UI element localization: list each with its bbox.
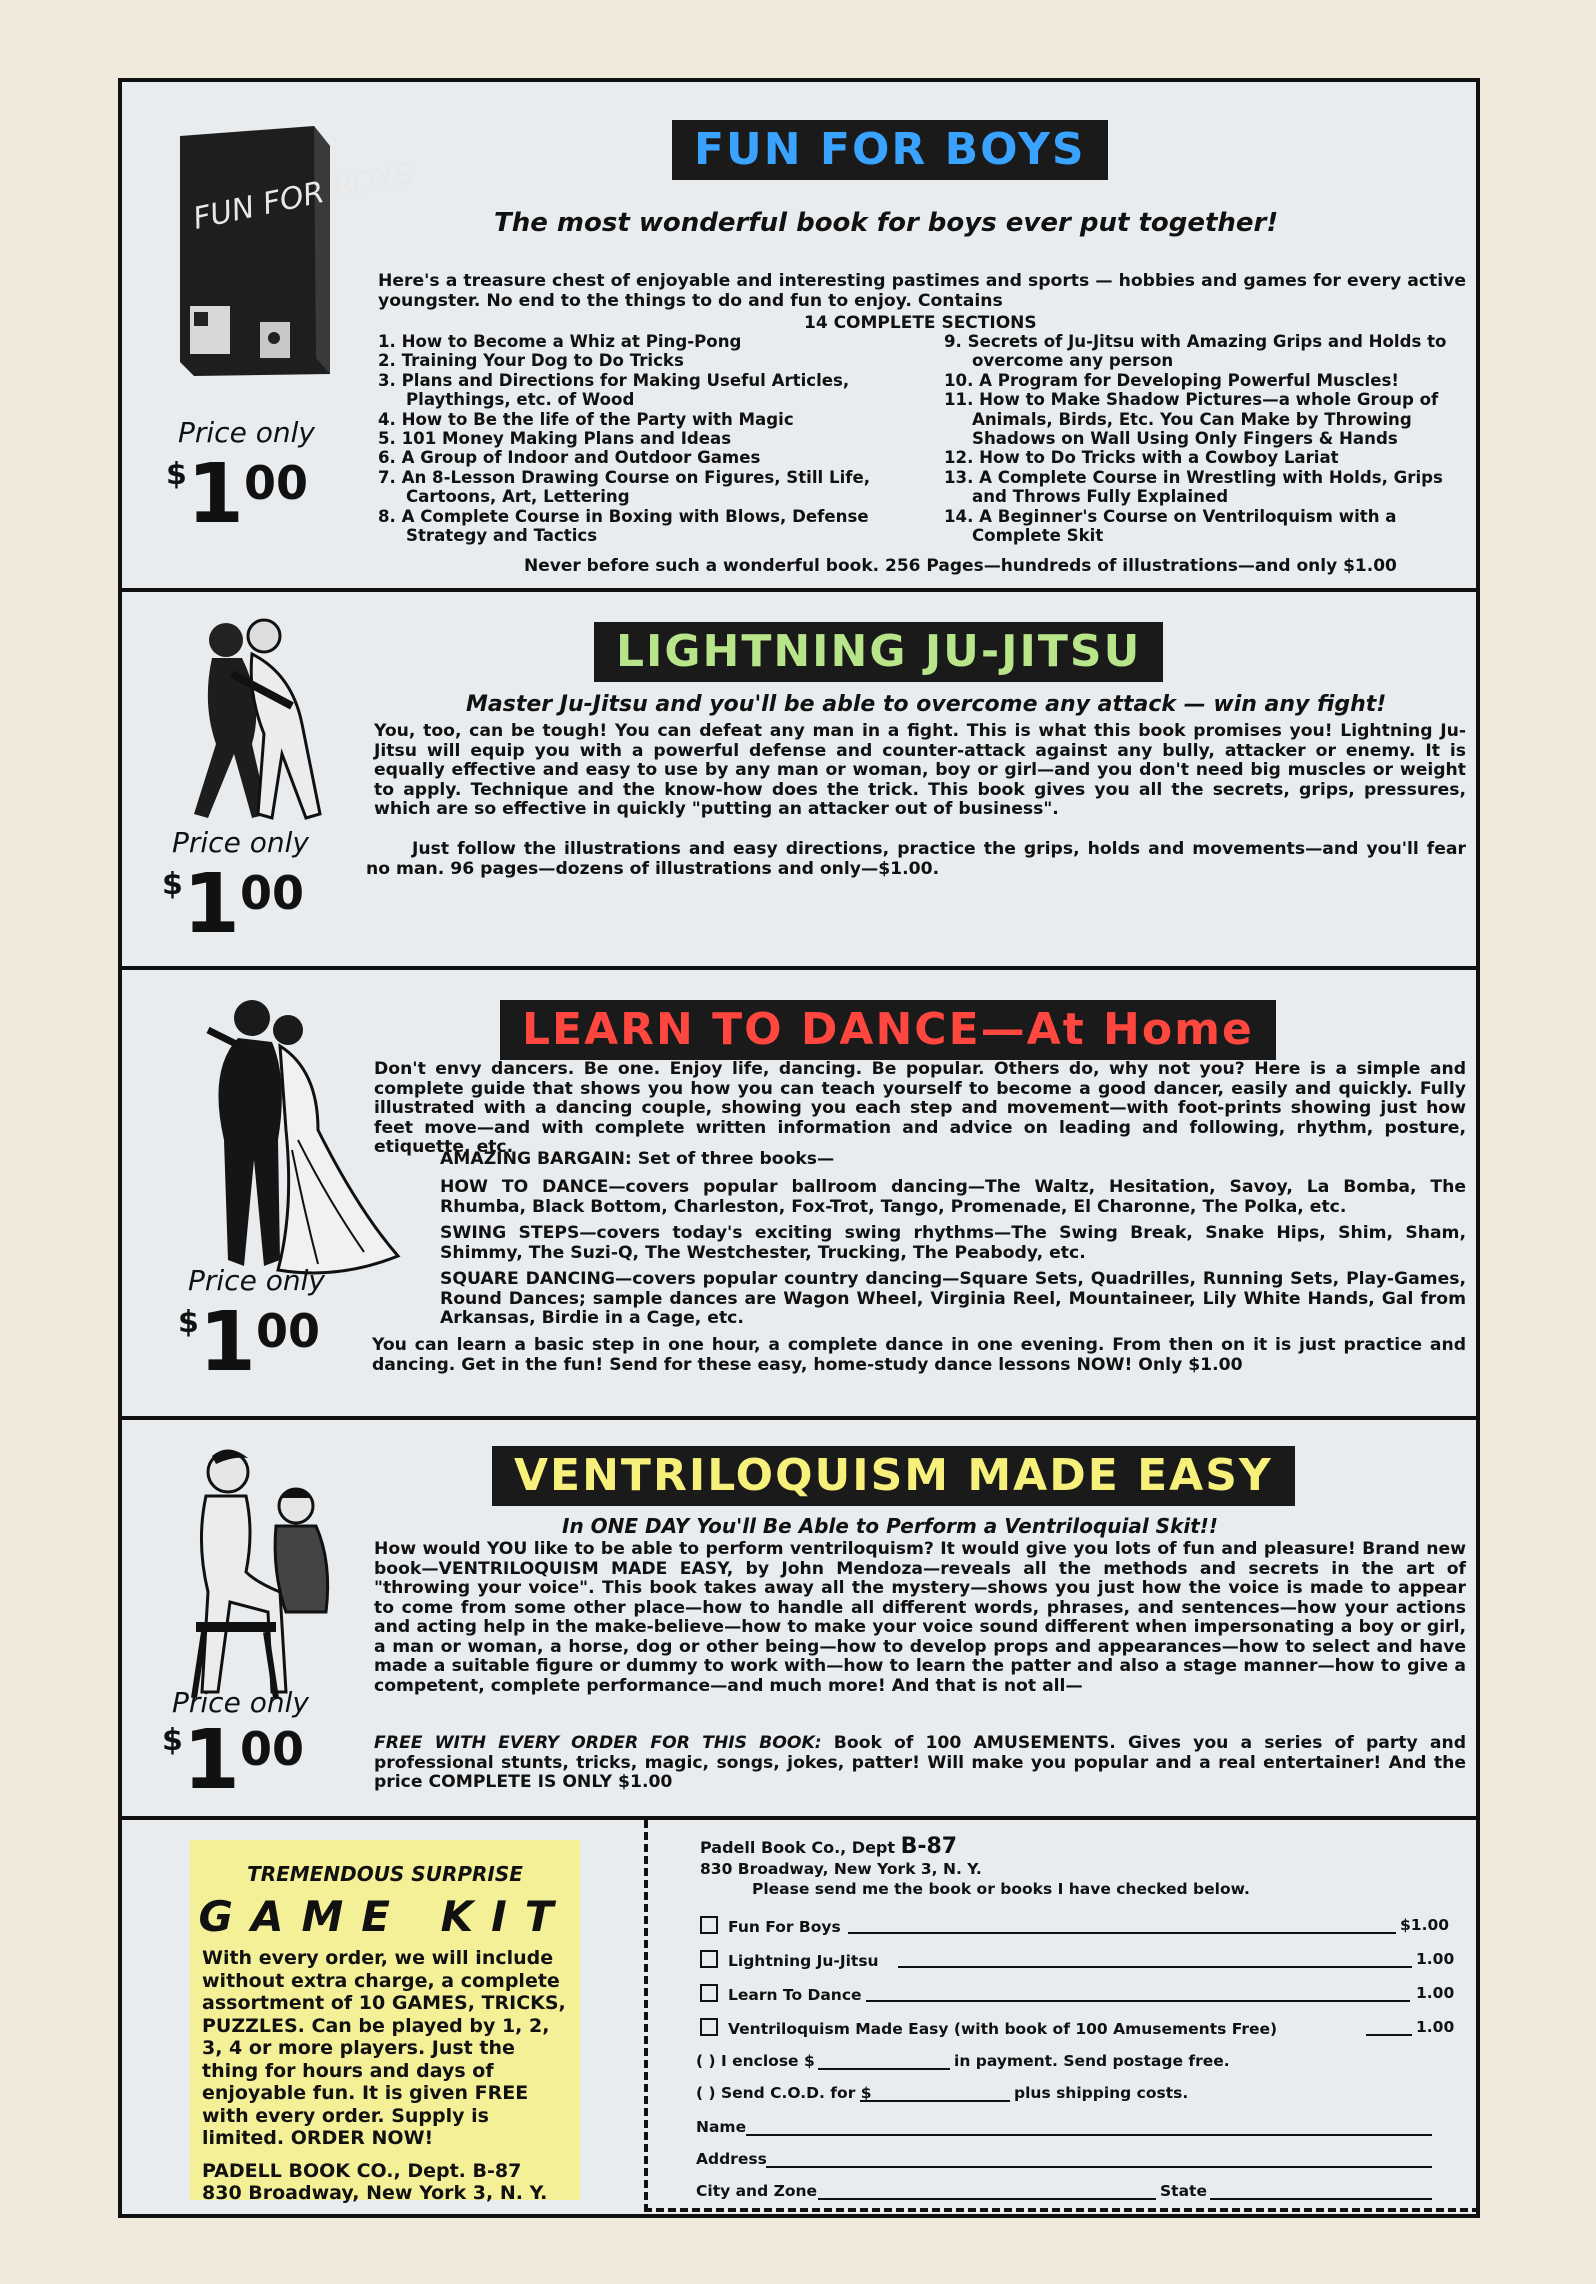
banner-fun-for-boys: FUN FOR BOYS	[672, 120, 1108, 180]
coupon-instructions: Please send me the book or books I have checked below.	[752, 1880, 1250, 1898]
list-item: 5. 101 Money Making Plans and Ideas	[378, 429, 732, 449]
price-dollar: $	[162, 867, 183, 902]
city-field[interactable]	[818, 2198, 1156, 2200]
game-kit-address-line-1: PADELL BOOK CO., Dept. B-87	[202, 2159, 522, 2182]
enclose-amount-field[interactable]	[818, 2068, 950, 2070]
section-fun-for-boys	[122, 82, 1476, 592]
book-cover-illustration	[174, 126, 417, 376]
list-item: 11. How to Make Shadow Pictures—a whole Group of Animals, Birds, Etc. You Can Make by Throwing Shadows on Wall Using Only Fingers & Hands	[944, 390, 1439, 449]
city-label: City and Zone	[696, 2182, 818, 2200]
order-item-rule	[866, 2000, 1410, 2002]
order-item-rule	[1366, 2034, 1412, 2036]
state-field[interactable]	[1210, 2198, 1432, 2200]
cod-label: ( ) Send C.O.D. for $	[696, 2084, 872, 2102]
price	[162, 857, 304, 952]
price-dollar: $	[178, 1305, 199, 1340]
cod-amount-field[interactable]	[860, 2100, 1010, 2102]
section-ju-jitsu	[122, 592, 1476, 970]
order-item-ju-jitsu[interactable]	[700, 1950, 879, 1970]
order-item-dance[interactable]	[700, 1984, 862, 2004]
game-kit-subtitle: TREMENDOUS SURPRISE	[247, 1862, 523, 1886]
price-dollar: $	[166, 457, 187, 492]
ad-page	[118, 78, 1480, 2218]
game-kit-address-line-2: 830 Broadway, New York 3, N. Y.	[202, 2182, 548, 2204]
free-offer	[374, 1734, 1466, 1793]
enclose-label: ( ) I enclose $	[696, 2052, 815, 2070]
price-label: Price only	[172, 1686, 309, 1719]
price	[178, 1295, 320, 1390]
cod-suffix: plus shipping costs.	[1014, 2084, 1189, 2102]
order-item-label: Lightning Ju-Jitsu	[728, 1952, 879, 1970]
order-item-ventriloquism[interactable]	[700, 2018, 1277, 2038]
price-whole: 1	[198, 1295, 256, 1390]
list-item: 1. How to Become a Whiz at Ping-Pong	[378, 332, 742, 351]
list-item: 12. How to Do Tricks with a Cowboy Lariat	[944, 448, 1339, 468]
list-item: 14. A Beginner's Course on Ventriloquism with a Complete Skit	[944, 506, 1397, 546]
free-offer-text: Book of 100 AMUSEMENTS. Gives you a series of party and professional stunts, tricks, magic, songs, jokes, patter! Will make you popular and a real entertainer! And the price COMPLETE IS ONLY $1.00	[374, 1733, 1467, 1792]
game-kit-body: With every order, we will include without extra charge, a complete assortment of 10 GAMES, TRICKS, PUZZLES. Can be played by 1, 2, 3, 4 or more players. Just the thing for hours and days of enjoyable fun. It is given FREE with every order. Supply is limited. ORDER NOW!	[202, 1947, 566, 2149]
banner-ventriloquism: VENTRILOQUISM MADE EASY	[492, 1446, 1295, 1506]
bargain-text: AMAZING BARGAIN: Set of three books—	[440, 1149, 835, 1169]
section-ventriloquism	[122, 1420, 1476, 1820]
order-item-price: 1.00	[1416, 2018, 1455, 2036]
list-item: 8. A Complete Course in Boxing with Blows, Defense Strategy and Tactics	[378, 506, 869, 546]
book-square-dancing: SQUARE DANCING—covers popular country dancing—Square Sets, Quadrilles, Running Sets, Play-Games, Round Dances; sample dances are Wagon Wheel, Virginia Reel, Mountaineer, Lily White Hands, Gal from Arkansas, Birdie in a Cage, etc.	[440, 1269, 1466, 1328]
ventriloquist-illustration	[176, 1442, 366, 1702]
price	[162, 1713, 304, 1808]
body-text: You, too, can be tough! You can defeat any man in a fight. This is what this book promises you! Lightning Ju-Jitsu will equip you with a powerful defense and counter-attack against any bully, attacker or enemy. It is equally effective and easy to use by any man or woman, boy or girl—and you don't need big muscles or weight to apply. Technique and the know-how does the trick. This book gives you all the secrets, grips, pressures, which are so effective in quickly "putting an attacker out of business".	[374, 721, 1466, 819]
order-item-rule	[848, 1932, 1396, 1934]
body-text-2: Just follow the illustrations and easy directions, practice the grips, holds and movements—and you'll fear no man. 96 pages—dozens of illustrations and only—$1.00.	[366, 839, 1466, 879]
headline: Master Ju-Jitsu and you'll be able to overcome any attack — win any fight!	[466, 692, 1387, 717]
list-item: 2. Training Your Dog to Do Tricks	[378, 351, 684, 371]
price-whole: 1	[182, 1713, 240, 1808]
list-item: 6. A Group of Indoor and Outdoor Games	[378, 448, 761, 468]
intro-text: Don't envy dancers. Be one. Enjoy life, dancing. Be popular. Others do, why not you? Here is a simple and complete guide that shows you how you can teach yourself to become a good dancer, easily and quickly. Fully illustrated with a dancing couple, showing you each step and movement—with foot-prints showing just how feet move—and with complete written information and advice on leading and following, rhythm, posture, etiquette, etc.	[374, 1059, 1466, 1157]
enclose-suffix: in payment. Send postage free.	[954, 2052, 1230, 2070]
list-item: 3. Plans and Directions for Making Useful Articles, Playthings, etc. of Wood	[378, 370, 850, 410]
order-item-price: $1.00	[1400, 1916, 1450, 1934]
order-item-price: 1.00	[1416, 1950, 1455, 1968]
headline: In ONE DAY You'll Be Able to Perform a Ventriloquial Skit!!	[562, 1514, 1219, 1538]
price-cents: 00	[239, 866, 304, 920]
headline: The most wonderful book for boys ever put together!	[494, 208, 1279, 238]
price-dollar: $	[162, 1723, 183, 1758]
fighters-illustration	[172, 614, 342, 834]
order-item-rule	[898, 1966, 1412, 1968]
order-coupon	[644, 1820, 1480, 2212]
price-whole: 1	[186, 447, 244, 542]
section-dance	[122, 970, 1476, 1420]
list-item: 13. A Complete Course in Wrestling with Holds, Grips and Throws Fully Explained	[944, 467, 1443, 507]
checkbox[interactable]	[700, 1984, 718, 2002]
dancing-couple-illustration	[168, 990, 408, 1290]
outro-text: You can learn a basic step in one hour, a complete dance in one evening. From then on it is just practice and dancing. Get in the fun! Send for these easy, home-study dance lessons NOW! Only $1.00	[372, 1335, 1466, 1375]
list-item: 7. An 8-Lesson Drawing Course on Figures, Still Life, Cartoons, Art, Lettering	[378, 467, 871, 507]
game-kit-box	[190, 1840, 580, 2204]
free-offer-lead: FREE WITH EVERY ORDER FOR THIS BOOK:	[374, 1733, 822, 1753]
name-label: Name	[696, 2118, 747, 2136]
book-cover-title: FUN FOR BOYS	[190, 156, 417, 237]
coupon-company: Padell Book Co., Dept	[700, 1838, 901, 1857]
game-kit-address	[190, 2150, 580, 2205]
coupon-dept: B-87	[900, 1834, 958, 1859]
banner-dance: LEARN TO DANCE—At Home	[500, 1000, 1276, 1060]
intro-text: Here's a treasure chest of enjoyable and interesting pastimes and sports — hobbies and games for every active youngster. No end to the things to do and fun to enjoy. Contains	[378, 271, 1466, 311]
price	[166, 447, 308, 542]
price-label: Price only	[188, 1264, 325, 1297]
address-label: Address	[696, 2150, 767, 2168]
state-label: State	[1160, 2182, 1207, 2200]
price-cents: 00	[255, 1304, 320, 1358]
sections-list-right	[944, 332, 1470, 545]
checkbox[interactable]	[700, 1916, 718, 1934]
list-item: 4. How to Be the life of the Party with Magic	[378, 409, 794, 429]
name-field[interactable]	[746, 2134, 1432, 2136]
book-how-to-dance: HOW TO DANCE—covers popular ballroom dancing—The Waltz, Hesitation, Savoy, La Bomba, The Rhumba, Black Bottom, Charleston, Fox-Trot, Tango, Promenade, El Charonne, The Polka, etc.	[440, 1177, 1466, 1217]
book-swing-steps: SWING STEPS—covers today's exciting swing rhythms—The Swing Break, Snake Hips, Shim, Sham, Shimmy, The Suzi-Q, The Westchester, Trucking, The Peabody, etc.	[440, 1223, 1466, 1263]
order-item-price: 1.00	[1416, 1984, 1455, 2002]
address-field[interactable]	[766, 2166, 1432, 2168]
order-item-label: Fun For Boys	[728, 1918, 841, 1936]
order-item-label: Learn To Dance	[728, 1986, 862, 2004]
list-item: 10. A Program for Developing Powerful Muscles!	[944, 370, 1399, 390]
footer-text: Never before such a wonderful book. 256 Pages—hundreds of illustrations—and only $1.00	[524, 556, 1397, 576]
price-label: Price only	[172, 826, 309, 859]
checkbox[interactable]	[700, 1950, 718, 1968]
sections-list-left	[378, 332, 908, 545]
order-item-fun-for-boys[interactable]	[700, 1916, 841, 1936]
body-text: How would YOU like to be able to perform ventriloquism? It would give you lots of fun and pleasure! Brand new book—VENTRILOQUISM MADE EASY, by John Mendoza—reveals all the methods and secrets in the art of "throwing your voice". This book takes away all the mystery—shows you just how the voice is made to appear to come from some other place—how to handle all different words, phrases, and sentences—how your actions and acting help in the make-believe—how to make your voice sound different when impersonating a boy or girl, a man or woman, a horse, dog or other being—how to develop props and appearances—how to select and have made a suitable figure or dummy to work with—how to learn the patter and also a stage manner—how to give a competent, complete performance—and much more! And that is not all—	[374, 1539, 1466, 1696]
coupon-address-line-2: 830 Broadway, New York 3, N. Y.	[700, 1860, 982, 1878]
checkbox[interactable]	[700, 2018, 718, 2036]
sections-title: 14 COMPLETE SECTIONS	[804, 313, 1037, 333]
section-order	[122, 1820, 1476, 2218]
coupon-address-line-1	[700, 1834, 957, 1859]
price-cents: 00	[243, 456, 308, 510]
price-label: Price only	[178, 416, 315, 449]
list-item: 9. Secrets of Ju-Jitsu with Amazing Grips and Holds to overcome any person	[944, 332, 1447, 371]
price-whole: 1	[182, 857, 240, 952]
order-item-label: Ventriloquism Made Easy (with book of 100 Amusements Free)	[728, 2020, 1278, 2038]
game-kit-title: GAME KIT	[198, 1892, 572, 1941]
price-cents: 00	[239, 1722, 304, 1776]
banner-ju-jitsu: LIGHTNING JU-JITSU	[594, 622, 1163, 682]
